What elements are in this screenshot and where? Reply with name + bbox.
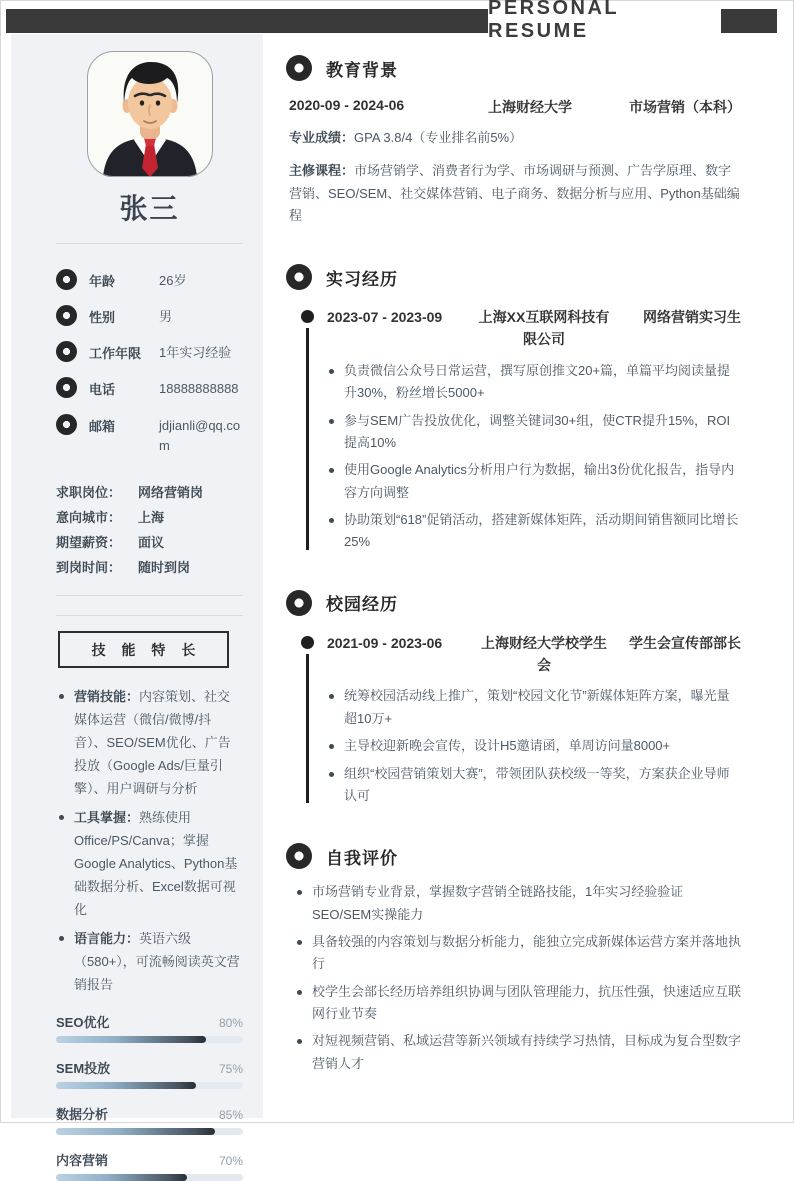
divider [56,243,243,244]
section-title: 实习经历 [326,269,398,289]
info-row-experience [56,340,243,363]
intent-label: 求职岗位： [56,484,122,500]
info-row-gender [56,304,243,327]
section-title: 自我评价 [326,848,398,868]
education-school: 上海财经大学 [488,99,572,115]
bullet-item: 使用Google Analytics分析用户行为数据，输出3份优化报告，指导内容方向调整 [327,459,741,504]
education-major: 市场营销（本科） [629,99,741,115]
page-title: PERSONAL RESUME [488,0,619,42]
donut-icon [56,414,77,435]
skill-item-marketing [56,685,243,800]
bar-label: SEO优化 [56,1014,110,1030]
bar-percent: 75% [218,1061,243,1076]
info-label: 年龄 [89,274,116,289]
bar-track [56,1036,243,1043]
section-internship [286,264,741,554]
gpa-label: 专业成绩： [289,130,355,145]
skill-text: 熟练使用Office/PS/Canva；掌握Google Analytics、Python基础数据分析、Excel数据可视化 [74,809,238,917]
double-divider [56,595,243,616]
entry-header [327,306,741,351]
skill-label: 语言能力： [74,930,140,946]
intent-label: 期望薪资： [56,534,122,550]
donut-icon [56,377,77,398]
bullet-item: 对短视频营销、私域运营等新兴领域有持续学习热情，目标成为复合型数字营销人才 [295,1030,741,1075]
intent-row-position [56,480,243,505]
bullet-item: 校学生会部长经历培养组织协调与团队管理能力，抗压性强，快速适应互联网行业节奏 [295,981,741,1026]
entry-period: 2023-07 - 2023-09 [327,309,443,325]
bar-track [56,1128,243,1135]
entry-header [327,632,741,677]
info-value: jdjianli@qq.com [159,417,241,453]
bullet-item: 负责微信公众号日常运营，撰写原创推文20+篇，单篇平均阅读量提升30%，粉丝增长5000+ [327,360,741,405]
skill-text: 内容策划、社交媒体运营（微信/微博/抖音）、SEO/SEM优化、广告投放（Google Ads/巨量引擎）、用户调研与分析 [74,688,231,796]
info-label: 性别 [89,310,116,326]
section-head [286,55,741,81]
section-donut-icon [286,264,312,290]
entry-period: 2021-09 - 2023-06 [327,634,443,651]
skill-label: 工具掌握： [74,809,140,825]
job-intention-list [56,480,243,580]
skill-bar-content [56,1150,243,1181]
education-entry-header [289,97,741,117]
avatar-portrait-illustration [87,51,213,177]
bar-fill [56,1082,196,1089]
bar-label: 数据分析 [56,1106,109,1122]
intent-label: 到岗时间： [56,559,122,575]
bullet-item: 组织“校园营销策划大赛”，带领团队获校级一等奖，方案获企业导师认可 [327,763,741,808]
skill-label: 营销技能： [74,688,140,704]
info-label: 邮箱 [89,418,116,434]
personal-info-list [56,268,243,456]
skill-item-language [56,927,243,996]
entry-company: 上海XX互联网科技有限公司 [478,309,610,348]
bar-percent: 85% [218,1107,243,1122]
section-campus [286,590,741,808]
donut-icon [56,269,77,290]
education-courses-line [289,160,741,228]
info-label: 电话 [89,382,116,398]
entry-bullets [327,360,741,554]
bar-label: SEM投放 [56,1060,111,1076]
avatar [87,51,213,177]
info-row-phone [56,376,243,399]
info-row-age [56,268,243,291]
bullet-item: 参与SEM广告投放优化，调整关键词30+组，使CTR提升15%，ROI提高10% [327,410,741,455]
intent-row-availability [56,555,243,580]
bullet-item: 主导校迎新晚会宣传，设计H5邀请函，单周访问量8000+ [327,735,741,757]
info-value: 26岁 [159,273,187,288]
education-gpa-line [289,127,741,150]
entry-role: 学生会宣传部部长 [629,634,741,651]
skill-bar-seo [56,1012,243,1043]
section-title: 教育背景 [326,60,398,80]
info-row-email [56,413,243,456]
info-value: 男 [159,309,173,325]
intent-value: 随时到岗 [138,559,191,575]
skill-bars [56,1012,243,1181]
bar-fill [56,1128,215,1135]
person-name: 张三 [119,193,180,224]
intent-label: 意向城市： [56,509,122,525]
bar-track [56,1082,243,1089]
campus-entry [301,632,741,808]
section-title: 校园经历 [326,595,398,615]
courses-label: 主修课程： [289,162,355,178]
bullet-item: 协助策划“618”促销活动，搭建新媒体矩阵，活动期间销售额同比增长25% [327,509,741,554]
skills-list [56,685,243,996]
skill-text: 英语六级（580+），可流畅阅读英文营销报告 [74,930,240,992]
skill-bar-data [56,1104,243,1135]
bullet-item: 统筹校园活动线上推广，策划“校园文化节”新媒体矩阵方案，曝光量超10万+ [327,685,741,730]
courses-value: 市场营销学、消费者行为学、市场调研与预测、广告学原理、数字营销、SEO/SEM、社交媒体营销、电子商务、数据分析与应用、Python基础编程 [289,162,740,224]
section-head [286,843,741,869]
intent-row-salary [56,530,243,555]
info-value: 1年实习经验 [159,345,232,361]
info-value: 18888888888 [159,381,239,397]
evaluation-bullets [295,881,741,1075]
main-content [286,55,741,1111]
skill-bar-sem [56,1058,243,1089]
intent-value: 上海 [138,509,165,525]
internship-entry [301,306,741,554]
bar-percent: 80% [218,1015,243,1030]
section-head [286,264,741,290]
entry-role: 网络营销实习生 [643,309,741,325]
skills-title-box: 技 能 特 长 [58,631,229,668]
bar-fill [56,1036,206,1043]
sidebar [11,34,263,1168]
intent-row-city [56,505,243,530]
section-donut-icon [286,590,312,616]
section-education [286,55,741,228]
skill-item-tools [56,806,243,921]
entry-bullets [327,685,741,807]
section-donut-icon [286,843,312,869]
section-head [286,590,741,616]
bullet-item: 具备较强的内容策划与数据分析能力，能独立完成新媒体运营方案并落地执行 [295,931,741,976]
bullet-item: 市场营销专业背景，掌握数字营销全链路技能，1年实习经验验证SEO/SEM实操能力 [295,881,741,926]
bar-fill [56,1174,187,1181]
donut-icon [56,305,77,326]
intent-value: 面议 [138,534,165,550]
education-period: 2020-09 - 2024-06 [289,97,405,113]
bar-track [56,1174,243,1181]
bar-percent: 70% [218,1153,243,1168]
intent-value: 网络营销岗 [138,484,204,500]
section-evaluation [286,843,741,1075]
entry-company: 上海财经大学校学生会 [481,634,607,674]
header-title-box [488,0,721,42]
section-donut-icon [286,55,312,81]
info-label: 工作年限 [89,346,142,362]
bar-label: 内容营销 [56,1152,109,1168]
gpa-value: GPA 3.8/4（专业排名前5%） [354,130,523,145]
donut-icon [56,341,77,362]
